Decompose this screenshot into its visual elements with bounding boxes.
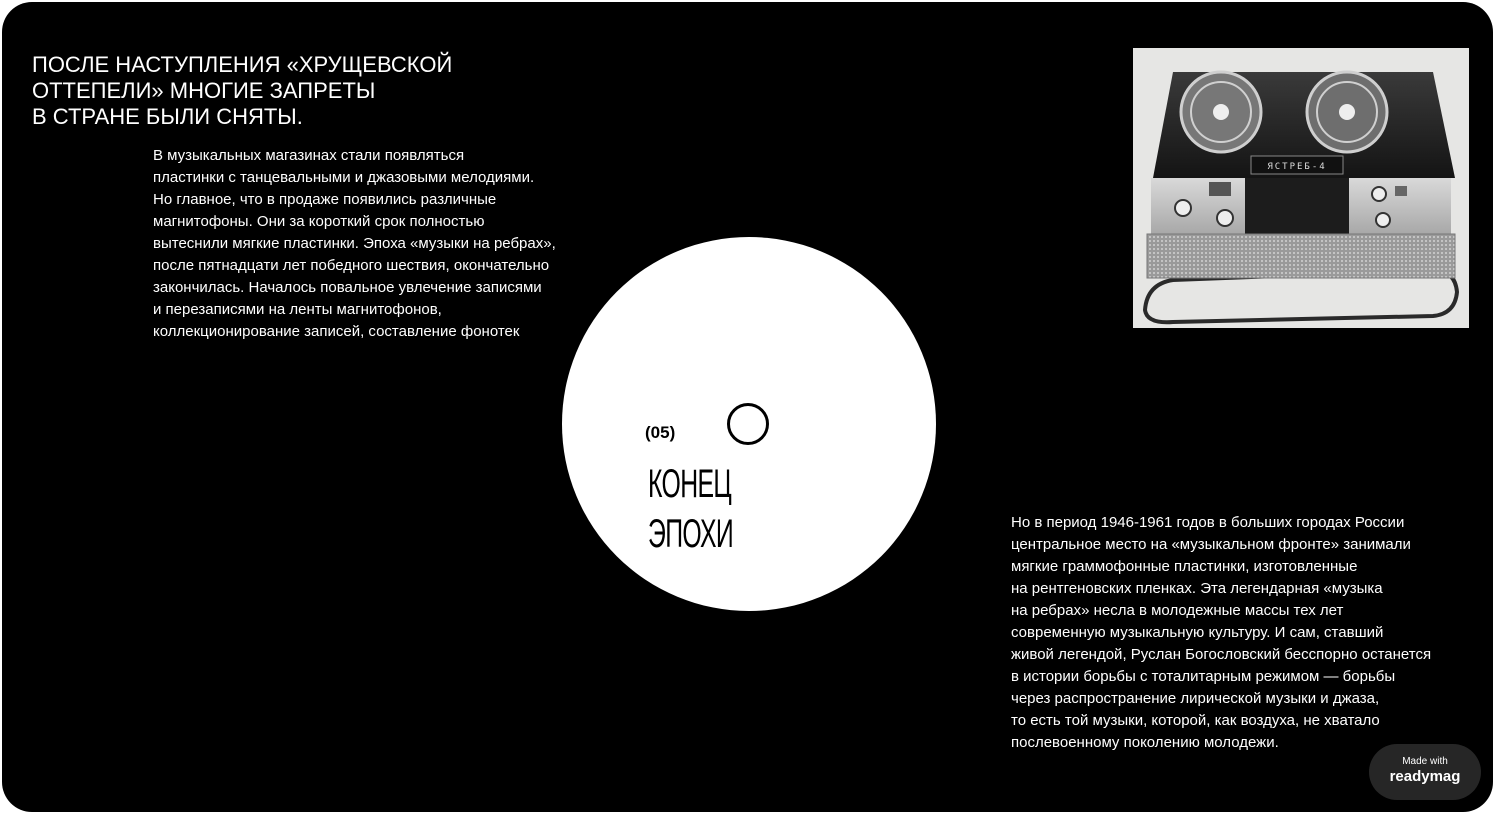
made-with-readymag-badge[interactable] bbox=[1369, 744, 1481, 800]
chapter-title: КОНЕЦ ЭПОХИ bbox=[648, 462, 734, 556]
reel-to-reel-tape-recorder-photo bbox=[1133, 48, 1469, 328]
tape-recorder-photo bbox=[1133, 48, 1469, 328]
chapter-number: (05) bbox=[645, 423, 676, 442]
readymag-logo-text: readymag bbox=[1389, 768, 1461, 785]
page-canvas bbox=[2, 2, 1493, 812]
page-headline: ПОСЛЕ НАСТУПЛЕНИЯ «ХРУЩЕВСКОЙ ОТТЕПЕЛИ» МНОГИЕ ЗАПРЕТЫ В СТРАНЕ БЫЛИ СНЯТЫ. bbox=[32, 52, 453, 129]
right-paragraph: Но в период 1946-1961 годов в больших городах России центральное место на «музыкальном фронте» занимали мягкие граммофонные пластинки, изготовленные на рентгеновских пленках. Эта легендарная «музыка на ребрах» несла в молодежные массы тех лет современную музыкальную культуру. И сам, ставший живой легендой, Руслан Богословский бесспорно останется в истории борьбы с тоталитарным режимом — борьбы через распространение лирической музыки и джаза, то есть той музыки, которой, как воздуха, не хватало послевоенному поколению молодежи. bbox=[1011, 514, 1432, 751]
left-paragraph: В музыкальных магазинах стали появляться пластинки с танцевальными и джазовыми мелодиями. Но главное, что в продаже появились различные магнитофоны. Они за короткий срок полностью вытеснили мягкие пластинки. Эпоха «музыки на ребрах», после пятнадцати лет победного шествия, окончательно закончилась. Началось повальное увлечение записями и перезаписями на ленты магнитофонов, коллекционирование записей, составление фонотек bbox=[153, 147, 556, 340]
vinyl-disc-label bbox=[562, 237, 936, 611]
svg-text:ЯСТРЕБ-4: ЯСТРЕБ-4 bbox=[1267, 162, 1327, 172]
badge-caption: Made with bbox=[1402, 756, 1448, 767]
disc-center-hole bbox=[727, 403, 769, 445]
